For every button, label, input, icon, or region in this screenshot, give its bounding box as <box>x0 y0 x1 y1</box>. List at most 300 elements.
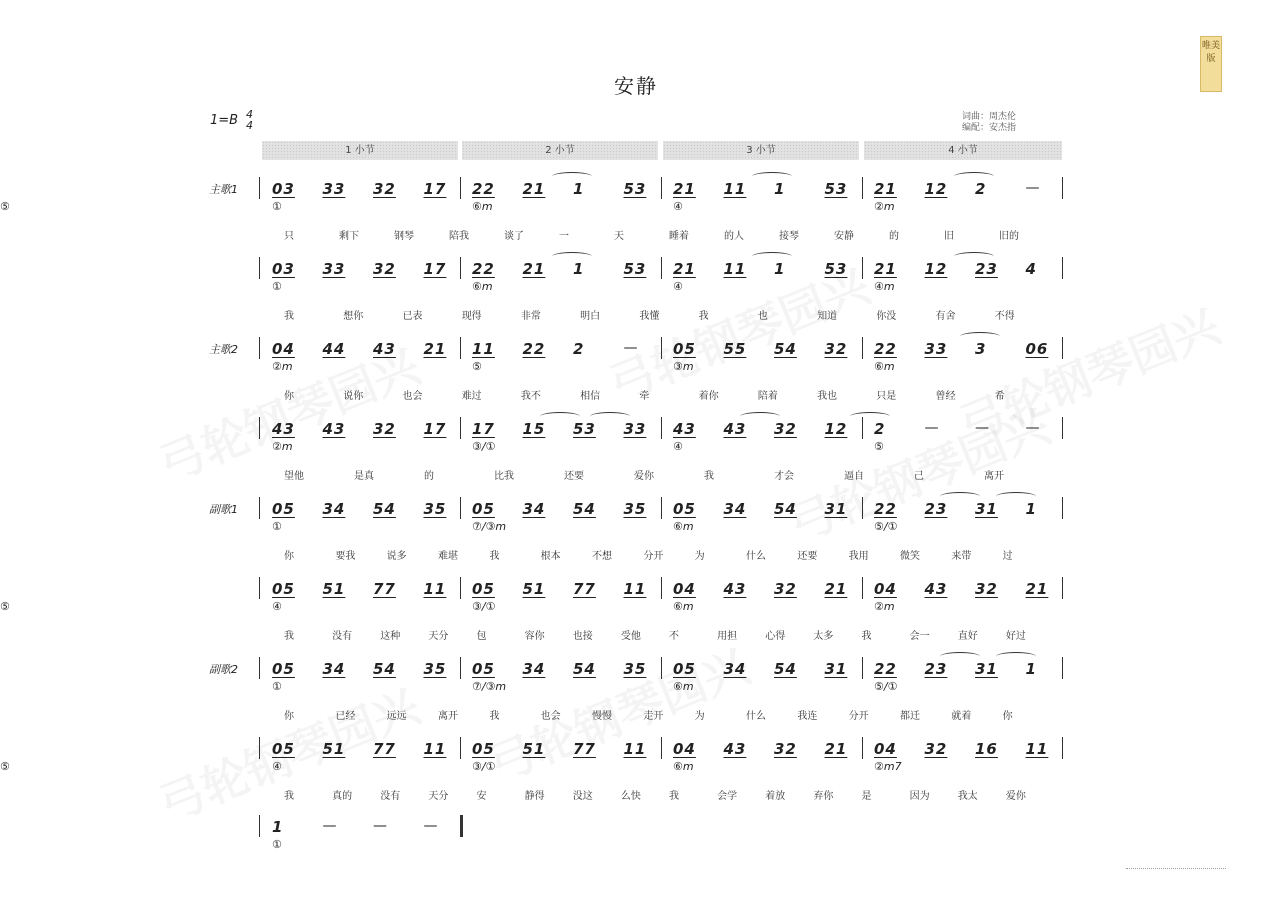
sustain-dash: — <box>423 818 438 834</box>
barline <box>259 257 260 279</box>
jianpu-note: 21 <box>522 180 546 198</box>
lyric-syllable: 我太 <box>957 791 978 802</box>
jianpu-note: 22 <box>874 340 897 358</box>
jianpu-note: 23 <box>924 660 948 678</box>
chord-symbol: ④ <box>272 760 282 773</box>
jianpu-note: 32 <box>373 260 396 278</box>
jianpu-note: 35 <box>423 660 447 678</box>
jianpu-note: 31 <box>975 500 998 518</box>
jianpu-note: 17 <box>423 180 447 198</box>
chord-symbol: ⑥m <box>673 520 694 533</box>
jianpu-note: 11 <box>723 260 747 278</box>
lyric-syllable: 我 <box>284 631 294 642</box>
lyric-syllable: 心得 <box>765 631 786 642</box>
jianpu-note: 43 <box>723 740 747 758</box>
chord-symbol: ④ <box>673 200 683 213</box>
sustain-dash: — <box>975 420 989 436</box>
jianpu-note: 11 <box>723 180 747 198</box>
jianpu-note: 05 <box>272 580 295 598</box>
jianpu-note: 05 <box>673 500 696 518</box>
lyric-syllable: 我 <box>489 551 500 562</box>
jianpu-note: 2 <box>975 180 987 198</box>
jianpu-note: 32 <box>774 740 797 758</box>
lyric-syllable: 睡着 <box>669 231 689 242</box>
lyric-syllable: 也接 <box>572 631 593 642</box>
tie-slur <box>940 652 980 661</box>
lyric-syllable: 着你 <box>698 391 719 402</box>
jianpu-note: 33 <box>623 420 647 438</box>
lyric-syllable: 比我 <box>494 471 514 482</box>
jianpu-note: 3 <box>975 340 987 358</box>
chord-symbol: ⑤ <box>0 600 10 613</box>
lyric-syllable: 的 <box>424 471 434 482</box>
jianpu-note: 35 <box>623 500 647 518</box>
chord-symbol: ②m <box>874 600 895 613</box>
lyric-syllable: 你 <box>284 391 294 402</box>
barline <box>1062 577 1063 599</box>
barline <box>661 497 662 519</box>
lyric-syllable: 分开 <box>643 551 664 562</box>
tie-slur <box>540 412 580 421</box>
jianpu-note: 31 <box>824 500 848 518</box>
jianpu-note: 17 <box>472 420 495 438</box>
jianpu-note: 04 <box>272 340 295 358</box>
lyric-syllable: 旧 <box>944 231 954 242</box>
jianpu-note: 23 <box>924 500 948 518</box>
barline <box>259 577 260 599</box>
chord-symbol: ⑤ <box>874 440 884 453</box>
jianpu-note: 32 <box>373 420 396 438</box>
lyric-syllable: 我连 <box>797 711 818 722</box>
sustain-dash: — <box>623 340 638 356</box>
barline <box>460 577 461 599</box>
lyric-syllable: 牵 <box>639 391 650 402</box>
jianpu-note: 34 <box>322 660 346 678</box>
jianpu-note: 05 <box>272 660 295 678</box>
jianpu-note: 77 <box>373 740 396 758</box>
barline <box>862 577 863 599</box>
jianpu-note: 21 <box>1025 580 1049 598</box>
chord-symbol: ⑥m <box>673 600 694 613</box>
song-title: 安静 <box>614 74 658 98</box>
lyric-syllable: 我 <box>284 311 294 322</box>
lyric-syllable: 还要 <box>564 471 584 482</box>
jianpu-note: 54 <box>774 340 797 358</box>
lyric-syllable: 分开 <box>848 711 869 722</box>
lyric-syllable: 已表 <box>402 311 423 322</box>
jianpu-note: 22 <box>874 660 897 678</box>
barline <box>862 337 863 359</box>
measure-header: 1 小节 <box>262 141 458 160</box>
lyric-syllable: 爱你 <box>1005 791 1026 802</box>
jianpu-note: 32 <box>824 340 848 358</box>
chord-symbol: ⑥m <box>673 760 694 773</box>
lyric-syllable: 曾经 <box>935 391 956 402</box>
barline <box>862 177 863 199</box>
jianpu-note: 12 <box>924 180 948 198</box>
tie-slur <box>996 652 1036 661</box>
jianpu-note: 04 <box>673 580 696 598</box>
jianpu-note: 31 <box>824 660 848 678</box>
jianpu-note: 54 <box>373 500 396 518</box>
lyric-syllable: 也会 <box>402 391 423 402</box>
lyric-syllable: 希 <box>994 391 1005 402</box>
time-signature <box>246 109 253 131</box>
jianpu-note: 54 <box>573 660 596 678</box>
jianpu-note: 21 <box>874 180 897 198</box>
lyric-syllable: 我 <box>669 791 679 802</box>
lyric-syllable: 明白 <box>580 311 601 322</box>
jianpu-note: 35 <box>623 660 647 678</box>
jianpu-note: 21 <box>522 260 546 278</box>
chord-symbol: ⑥m <box>673 680 694 693</box>
time-bottom: 4 <box>246 119 253 132</box>
tie-slur <box>552 172 592 181</box>
lyric-syllable: 什么 <box>746 551 766 562</box>
jianpu-note: 53 <box>824 260 848 278</box>
barline <box>862 737 863 759</box>
lyric-syllable: 因为 <box>909 791 930 802</box>
lyric-syllable: 包 <box>476 631 487 642</box>
jianpu-note: 11 <box>1025 740 1049 758</box>
lyric-syllable: 是真 <box>354 471 374 482</box>
lyric-syllable: 不想 <box>592 551 612 562</box>
lyric-syllable: 真的 <box>332 791 353 802</box>
jianpu-note: 4 <box>1025 260 1037 278</box>
lyric-syllable: 用担 <box>717 631 738 642</box>
key-signature <box>210 108 253 132</box>
measure-header: 3 小节 <box>663 141 859 160</box>
lyric-syllable: 剩下 <box>339 231 359 242</box>
chord-symbol: ②m <box>272 360 293 373</box>
lyric-syllable: 我 <box>704 471 714 482</box>
jianpu-note: 11 <box>472 340 495 358</box>
jianpu-note: 05 <box>673 660 696 678</box>
jianpu-note: 35 <box>423 500 447 518</box>
jianpu-note: 43 <box>272 420 295 438</box>
jianpu-note: 54 <box>573 500 596 518</box>
credit-line: 词曲：周杰伦 <box>962 112 1017 122</box>
lyric-syllable: 逼自 <box>844 471 864 482</box>
jianpu-note: 05 <box>673 340 696 358</box>
lyric-syllable: 也会 <box>540 711 561 722</box>
jianpu-note: 2 <box>573 340 585 358</box>
jianpu-note: 2 <box>874 420 886 438</box>
section-label: 副歌2 <box>209 663 238 676</box>
jianpu-note: 43 <box>373 340 396 358</box>
tie-slur <box>996 492 1036 501</box>
footer-rule <box>1126 868 1226 873</box>
lyric-syllable: 不 <box>669 631 679 642</box>
tie-slur <box>752 252 792 261</box>
jianpu-note: 03 <box>272 260 295 278</box>
lyric-syllable: 说你 <box>343 391 364 402</box>
jianpu-note: 11 <box>623 740 647 758</box>
tie-slur <box>850 412 890 421</box>
lyric-syllable: 也 <box>757 311 768 322</box>
jianpu-note: 11 <box>423 740 447 758</box>
lyric-syllable: 微笑 <box>900 551 920 562</box>
credit-line: 编配：安杰指 <box>962 123 1017 133</box>
lyric-syllable: 不得 <box>994 311 1015 322</box>
lyric-syllable: 容你 <box>524 631 545 642</box>
chord-symbol: ④ <box>673 440 683 453</box>
barline <box>1062 177 1063 199</box>
jianpu-note: 44 <box>322 340 346 358</box>
lyric-syllable: 弃你 <box>813 791 834 802</box>
sustain-dash: — <box>373 818 387 834</box>
barline <box>661 177 662 199</box>
tie-slur <box>954 172 994 181</box>
barline <box>460 177 461 199</box>
jianpu-note: 77 <box>373 580 396 598</box>
jianpu-note: 32 <box>924 740 948 758</box>
jianpu-note: 51 <box>322 740 346 758</box>
jianpu-note: 06 <box>1025 340 1049 358</box>
jianpu-note: 33 <box>924 340 948 358</box>
jianpu-note: 21 <box>673 180 696 198</box>
barline <box>259 337 260 359</box>
jianpu-note: 54 <box>774 660 797 678</box>
jianpu-note: 03 <box>272 180 295 198</box>
section-label: 主歌2 <box>209 343 238 356</box>
lyric-syllable: 根本 <box>540 551 561 562</box>
tie-slur <box>960 332 1000 341</box>
jianpu-note: 05 <box>272 740 295 758</box>
jianpu-note: 21 <box>824 580 848 598</box>
jianpu-note: 1 <box>774 180 786 198</box>
lyric-syllable: 会一 <box>909 631 930 642</box>
chord-symbol: ① <box>272 200 282 213</box>
lyric-syllable: 过 <box>1002 551 1013 562</box>
lyric-syllable: 会学 <box>717 791 738 802</box>
lyric-syllable: 现得 <box>461 311 482 322</box>
watermark <box>478 631 759 796</box>
jianpu-note: 12 <box>824 420 848 438</box>
barline <box>862 657 863 679</box>
barline <box>1062 257 1063 279</box>
barline <box>661 737 662 759</box>
jianpu-note: 53 <box>623 260 647 278</box>
lyric-syllable: 陪我 <box>449 231 469 242</box>
jianpu-note: 51 <box>522 740 546 758</box>
jianpu-note: 1 <box>1025 660 1037 678</box>
chord-symbol: ⑥m <box>472 280 493 293</box>
lyric-syllable: 没这 <box>572 791 593 802</box>
lyric-syllable: 你没 <box>876 311 897 322</box>
lyric-syllable: 太多 <box>813 631 834 642</box>
barline <box>1062 737 1063 759</box>
chord-symbol: ① <box>272 280 282 293</box>
measure-header: 4 小节 <box>864 141 1062 160</box>
lyric-syllable: 己 <box>914 471 924 482</box>
jianpu-note: 17 <box>423 260 447 278</box>
jianpu-note: 51 <box>522 580 546 598</box>
jianpu-note: 04 <box>874 580 897 598</box>
lyric-syllable: 着放 <box>765 791 786 802</box>
jianpu-note: 34 <box>322 500 346 518</box>
barline <box>259 497 260 519</box>
jianpu-note: 53 <box>824 180 848 198</box>
lyric-syllable: 相信 <box>580 391 601 402</box>
jianpu-note: 17 <box>423 420 447 438</box>
chord-symbol: ④m <box>874 280 895 293</box>
lyric-syllable: 好过 <box>1005 631 1026 642</box>
lyric-syllable: 天分 <box>428 791 449 802</box>
lyric-syllable: 一 <box>559 231 569 242</box>
jianpu-note: 55 <box>723 340 747 358</box>
tie-slur <box>752 172 792 181</box>
lyric-syllable: 想你 <box>343 311 364 322</box>
lyric-syllable: 知道 <box>817 311 838 322</box>
jianpu-note: 34 <box>522 500 546 518</box>
chord-symbol: ③/① <box>472 760 496 773</box>
jianpu-note: 23 <box>975 260 998 278</box>
lyric-syllable: 我 <box>698 311 709 322</box>
chord-symbol: ③/① <box>472 440 496 453</box>
jianpu-note: 43 <box>322 420 346 438</box>
lyric-syllable: 我 <box>861 631 872 642</box>
chord-symbol: ②m <box>874 200 895 213</box>
chord-symbol: ⑤ <box>472 360 482 373</box>
barline <box>259 657 260 679</box>
version-badge: 唯美版 <box>1200 36 1222 92</box>
jianpu-note: 05 <box>472 500 495 518</box>
barline <box>460 257 461 279</box>
lyric-syllable: 的人 <box>724 231 744 242</box>
jianpu-note: 53 <box>623 180 647 198</box>
lyric-syllable: 的 <box>889 231 899 242</box>
barline <box>259 815 260 837</box>
jianpu-note: 54 <box>774 500 797 518</box>
jianpu-note: 05 <box>272 500 295 518</box>
lyric-syllable: 望他 <box>284 471 304 482</box>
jianpu-note: 33 <box>322 180 346 198</box>
lyric-syllable: 陪着 <box>757 391 778 402</box>
lyric-syllable: 天 <box>614 231 624 242</box>
lyric-syllable: 爱你 <box>634 471 654 482</box>
jianpu-note: 32 <box>373 180 396 198</box>
chord-symbol: ① <box>272 838 282 851</box>
lyric-syllable: 钢琴 <box>394 231 414 242</box>
lyric-syllable: 离开 <box>438 711 458 722</box>
jianpu-note: 1 <box>573 260 585 278</box>
lyric-syllable: 我 <box>489 711 500 722</box>
jianpu-note: 43 <box>673 420 696 438</box>
barline <box>661 417 662 439</box>
lyric-syllable: 还要 <box>797 551 818 562</box>
chord-symbol: ⑥m <box>472 200 493 213</box>
chord-symbol: ⑦/③m <box>472 680 507 693</box>
lyric-syllable: 你 <box>284 711 294 722</box>
lyric-syllable: 离开 <box>984 471 1004 482</box>
lyric-syllable: 接琴 <box>779 231 799 242</box>
jianpu-note: 53 <box>573 420 596 438</box>
lyric-syllable: 要我 <box>335 551 356 562</box>
barline <box>661 257 662 279</box>
jianpu-note: 11 <box>623 580 647 598</box>
sustain-dash: — <box>1025 180 1040 196</box>
lyric-syllable: 非常 <box>520 311 541 322</box>
lyric-syllable: 难过 <box>461 391 482 402</box>
chord-symbol: ⑤/① <box>874 520 898 533</box>
lyric-syllable: 没有 <box>380 791 401 802</box>
chord-symbol: ① <box>272 680 282 693</box>
tie-slur <box>954 252 994 261</box>
jianpu-note: 43 <box>924 580 948 598</box>
tie-slur <box>552 252 592 261</box>
chord-symbol: ④ <box>272 600 282 613</box>
lyric-syllable: 都迁 <box>900 711 920 722</box>
jianpu-note: 21 <box>874 260 897 278</box>
lyric-syllable: 就着 <box>951 711 972 722</box>
chord-symbol: ⑤ <box>0 760 10 773</box>
chord-symbol: ⑤/① <box>874 680 898 693</box>
tie-slur <box>740 412 780 421</box>
jianpu-note: 34 <box>723 660 747 678</box>
lyric-syllable: 我懂 <box>639 311 660 322</box>
barline <box>1062 657 1063 679</box>
barline <box>460 497 461 519</box>
lyric-syllable: 我用 <box>848 551 869 562</box>
chord-symbol: ⑤ <box>0 200 10 213</box>
jianpu-note: 43 <box>723 580 747 598</box>
lyric-syllable: 为 <box>694 551 705 562</box>
lyric-syllable: 旧的 <box>999 231 1019 242</box>
chord-symbol: ②m <box>272 440 293 453</box>
lyric-syllable: 静得 <box>524 791 545 802</box>
sustain-dash: — <box>924 420 939 436</box>
lyric-syllable: 什么 <box>746 711 766 722</box>
lyric-syllable: 受他 <box>620 631 641 642</box>
jianpu-note: 32 <box>774 580 797 598</box>
measure-header: 2 小节 <box>462 141 658 160</box>
jianpu-note: 51 <box>322 580 346 598</box>
jianpu-note: 05 <box>472 740 495 758</box>
barline <box>1062 417 1063 439</box>
jianpu-note: 21 <box>673 260 696 278</box>
jianpu-note: 04 <box>673 740 696 758</box>
jianpu-note: 22 <box>472 260 495 278</box>
jianpu-note: 1 <box>573 180 585 198</box>
lyric-syllable: 说多 <box>386 551 407 562</box>
chord-symbol: ④ <box>673 280 683 293</box>
jianpu-note: 34 <box>522 660 546 678</box>
lyric-syllable: 我 <box>284 791 294 802</box>
jianpu-note: 12 <box>924 260 948 278</box>
jianpu-note: 1 <box>1025 500 1037 518</box>
sustain-dash: — <box>322 818 337 834</box>
credits <box>962 112 1016 134</box>
jianpu-note: 16 <box>975 740 998 758</box>
jianpu-note: 15 <box>522 420 546 438</box>
jianpu-note: 22 <box>472 180 495 198</box>
jianpu-note: 54 <box>373 660 396 678</box>
barline <box>1062 497 1063 519</box>
jianpu-note: 05 <box>472 580 495 598</box>
jianpu-note: 32 <box>975 580 998 598</box>
lyric-syllable: 直好 <box>957 631 978 642</box>
lyric-syllable: 天分 <box>428 631 449 642</box>
jianpu-note: 04 <box>874 740 897 758</box>
chord-symbol: ⑥m <box>874 360 895 373</box>
lyric-syllable: 只是 <box>876 391 897 402</box>
lyric-syllable: 慢慢 <box>592 711 612 722</box>
jianpu-note: 22 <box>874 500 897 518</box>
barline <box>460 657 461 679</box>
jianpu-note: 34 <box>723 500 747 518</box>
lyric-syllable: 走开 <box>643 711 664 722</box>
